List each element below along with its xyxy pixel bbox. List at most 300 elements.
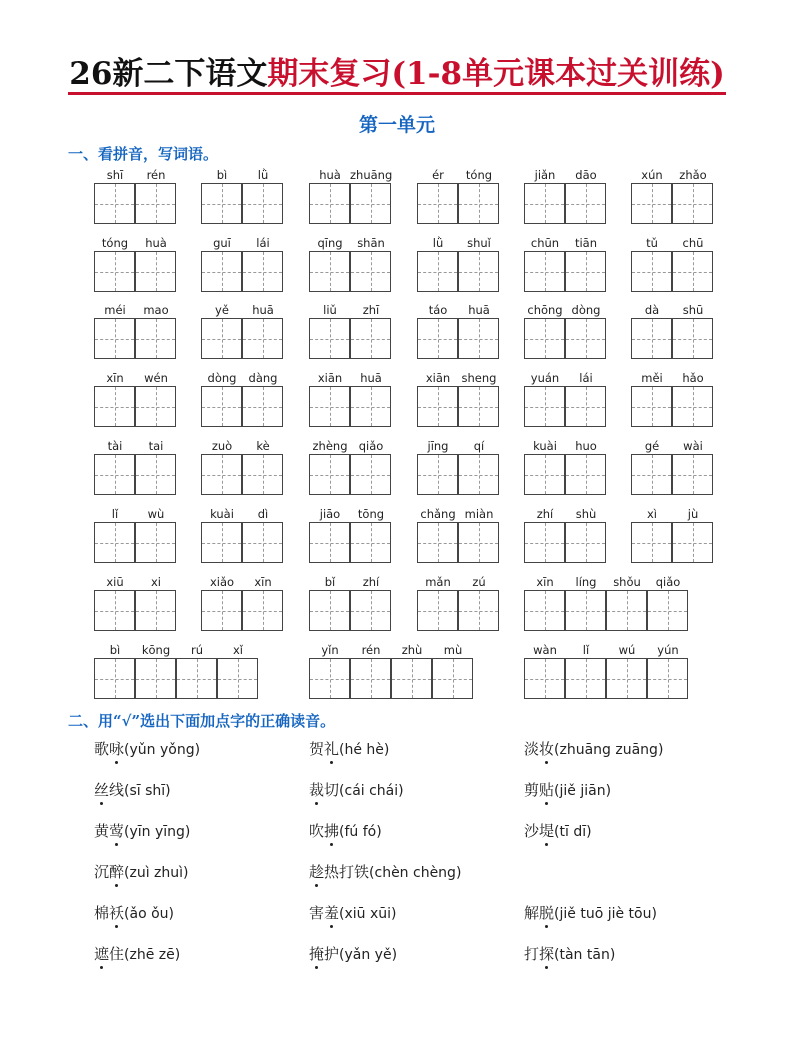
writing-box[interactable] (350, 522, 391, 563)
word-group (201, 507, 283, 564)
writing-box[interactable] (606, 658, 647, 699)
writing-box[interactable] (217, 658, 258, 699)
writing-box[interactable] (242, 590, 283, 631)
writing-box[interactable] (417, 318, 458, 359)
writing-box[interactable] (524, 590, 565, 631)
pinyin-label: jù (687, 507, 699, 521)
pinyin-label: mù (443, 643, 463, 657)
word-group (417, 439, 499, 496)
word-group (417, 168, 499, 225)
writing-box[interactable] (458, 386, 499, 427)
word-group (94, 575, 176, 632)
pinyin-label: chōng (527, 303, 563, 317)
writing-box[interactable] (309, 318, 350, 359)
pinyin-label: xǐ (232, 643, 243, 657)
pronunciation-item[interactable] (309, 820, 382, 841)
writing-box[interactable] (201, 386, 242, 427)
word-group (524, 439, 606, 496)
writing-box[interactable] (631, 251, 672, 292)
pinyin-label: wén (144, 371, 168, 385)
word-group (94, 507, 176, 564)
pronunciation-item[interactable] (524, 902, 657, 923)
pinyin-label: kè (256, 439, 270, 453)
pinyin-label: kuài (210, 507, 234, 521)
writing-box[interactable] (242, 522, 283, 563)
word-group (417, 575, 499, 632)
word-group (94, 168, 176, 225)
pinyin-label: tōng (357, 507, 385, 521)
pinyin-label: yuán (530, 371, 560, 385)
pinyin-label: jiǎn (534, 168, 556, 182)
word-group (201, 439, 283, 496)
dotted-character: 探 (539, 945, 555, 963)
pronunciation-item[interactable] (309, 943, 397, 964)
dotted-character: 丝 (94, 781, 110, 799)
writing-box[interactable] (350, 318, 391, 359)
pinyin-label: wù (147, 507, 165, 521)
pinyin-options: (jiě tuō jiè tōu) (554, 906, 657, 922)
writing-box[interactable] (309, 454, 350, 495)
writing-box[interactable] (565, 522, 606, 563)
writing-box[interactable] (672, 318, 713, 359)
pinyin-label: lǐ (111, 507, 119, 521)
writing-box[interactable] (417, 590, 458, 631)
writing-box[interactable] (94, 183, 135, 224)
writing-box[interactable] (565, 590, 606, 631)
writing-box[interactable] (309, 522, 350, 563)
pinyin-label: lǐ (582, 643, 590, 657)
section-2-heading: 二、用“√”选出下面加点字的正确读音。 (68, 712, 336, 730)
writing-box[interactable] (391, 658, 432, 699)
writing-box[interactable] (647, 658, 688, 699)
word-group (309, 303, 391, 360)
word-group (94, 371, 176, 428)
writing-box[interactable] (201, 590, 242, 631)
word-group (94, 643, 258, 700)
pinyin-label: dòng (207, 371, 237, 385)
writing-box[interactable] (524, 183, 565, 224)
pinyin-label: gé (644, 439, 660, 453)
writing-box[interactable] (565, 318, 606, 359)
pinyin-options: (hé hè) (339, 742, 390, 758)
word-group (94, 303, 176, 360)
writing-box[interactable] (458, 454, 499, 495)
writing-box[interactable] (94, 658, 135, 699)
writing-box[interactable] (242, 251, 283, 292)
title-black-part: 26新二下语文 (69, 56, 268, 92)
word-text: 打 (524, 945, 540, 963)
writing-box[interactable] (309, 386, 350, 427)
writing-box[interactable] (524, 658, 565, 699)
writing-box[interactable] (524, 386, 565, 427)
pinyin-label: huà (319, 168, 341, 182)
pronunciation-item[interactable] (94, 738, 200, 759)
pinyin-options: (ǎo ǒu) (124, 906, 174, 922)
pinyin-label: guī (213, 236, 231, 250)
writing-box[interactable] (524, 454, 565, 495)
title-red-part: 期末复习(1-8单元课本过关训练) (267, 56, 725, 92)
dotted-character: 礼 (324, 740, 340, 758)
word-group (417, 303, 499, 360)
writing-box[interactable] (606, 590, 647, 631)
writing-box[interactable] (565, 183, 606, 224)
word-text: 吹 (309, 822, 325, 840)
writing-box[interactable] (631, 386, 672, 427)
pinyin-label: yě (215, 303, 229, 317)
pinyin-label: xīn (254, 575, 272, 589)
pronunciation-item[interactable] (309, 902, 397, 923)
writing-box[interactable] (94, 318, 135, 359)
pinyin-label: táo (428, 303, 448, 317)
pinyin-label: xì (646, 507, 657, 521)
word-group (94, 439, 176, 496)
pinyin-label: tóng (465, 168, 493, 182)
dotted-character: 贴 (539, 781, 555, 799)
writing-box[interactable] (417, 251, 458, 292)
pinyin-options: (zhē zē) (124, 947, 181, 963)
pinyin-label: bǐ (324, 575, 336, 589)
word-text: 热打铁 (324, 863, 370, 881)
writing-box[interactable] (350, 590, 391, 631)
pinyin-options: (yǔn yǒng) (124, 742, 201, 758)
pinyin-options: (tàn tān) (554, 947, 616, 963)
pinyin-label: měi (641, 371, 663, 385)
writing-box[interactable] (94, 386, 135, 427)
writing-box[interactable] (309, 251, 350, 292)
writing-box[interactable] (458, 251, 499, 292)
pinyin-label: zhí (362, 575, 380, 589)
word-group (309, 575, 391, 632)
pinyin-label: chū (682, 236, 704, 250)
pinyin-label: xiān (425, 371, 451, 385)
word-text: 沉 (94, 863, 110, 881)
word-group (201, 236, 283, 293)
pinyin-label: chūn (530, 236, 560, 250)
pinyin-label: jīng (427, 439, 449, 453)
pinyin-label: qiǎo (655, 575, 681, 589)
pinyin-label: lǜ (257, 168, 269, 182)
pinyin-options: (fú fó) (339, 824, 382, 840)
writing-box[interactable] (135, 522, 176, 563)
writing-box[interactable] (417, 386, 458, 427)
pronunciation-item[interactable] (94, 820, 190, 841)
pronunciation-item[interactable] (524, 779, 611, 800)
pinyin-label: xún (641, 168, 663, 182)
pronunciation-item[interactable] (309, 779, 404, 800)
pinyin-label: shuǐ (467, 236, 491, 250)
pinyin-label: ér (432, 168, 444, 182)
pinyin-options: (sī shī) (124, 783, 171, 799)
dotted-character: 妆 (539, 740, 555, 758)
writing-box[interactable] (135, 590, 176, 631)
word-text: 剪 (524, 781, 540, 799)
pinyin-label: xiān (317, 371, 343, 385)
word-group (417, 236, 499, 293)
page-title (0, 48, 794, 93)
writing-box[interactable] (565, 454, 606, 495)
word-text: 护 (324, 945, 340, 963)
pinyin-label: lái (579, 371, 593, 385)
pinyin-label: shān (357, 236, 385, 250)
word-text: 黄 (94, 822, 110, 840)
dotted-character: 趁 (309, 863, 325, 881)
writing-box[interactable] (135, 183, 176, 224)
writing-box[interactable] (135, 318, 176, 359)
dotted-character: 羞 (324, 904, 340, 922)
writing-box[interactable] (201, 454, 242, 495)
word-group (524, 236, 606, 293)
writing-box[interactable] (631, 522, 672, 563)
writing-box[interactable] (672, 454, 713, 495)
word-text: 住 (109, 945, 125, 963)
writing-box[interactable] (242, 454, 283, 495)
unit-title: 第一单元 (358, 114, 435, 136)
word-group (524, 575, 688, 632)
writing-box[interactable] (242, 183, 283, 224)
word-group (524, 371, 606, 428)
pinyin-label: lái (256, 236, 270, 250)
writing-box[interactable] (631, 454, 672, 495)
pinyin-options: (yīn yīng) (124, 824, 191, 840)
pinyin-label: rú (190, 643, 204, 657)
word-text: 线 (109, 781, 125, 799)
pinyin-label: qiǎo (358, 439, 384, 453)
pinyin-label: shù (575, 507, 597, 521)
word-group (309, 507, 391, 564)
writing-box[interactable] (350, 386, 391, 427)
pinyin-options: (chèn chèng) (369, 865, 462, 881)
word-group (631, 168, 713, 225)
pronunciation-item[interactable] (309, 861, 461, 882)
pinyin-options: (cái chái) (339, 783, 404, 799)
pinyin-label: bì (216, 168, 228, 182)
pinyin-label: kōng (141, 643, 171, 657)
dotted-character: 咏 (109, 740, 125, 758)
pinyin-label: xīn (106, 371, 124, 385)
writing-box[interactable] (201, 522, 242, 563)
pinyin-label: tóng (101, 236, 129, 250)
writing-box[interactable] (524, 251, 565, 292)
writing-box[interactable] (458, 522, 499, 563)
pinyin-label: xi (150, 575, 161, 589)
pinyin-label: zú (472, 575, 486, 589)
pinyin-label: tài (107, 439, 123, 453)
writing-box[interactable] (135, 251, 176, 292)
pinyin-label: mǎn (425, 575, 451, 589)
section-1-heading: 一、看拼音，写词语。 (68, 145, 219, 163)
pinyin-options: (zuì zhuì) (124, 865, 189, 881)
writing-box[interactable] (458, 183, 499, 224)
word-text: 沙 (524, 822, 540, 840)
writing-box[interactable] (672, 251, 713, 292)
writing-box[interactable] (432, 658, 473, 699)
writing-box[interactable] (309, 183, 350, 224)
pronunciation-item[interactable] (524, 820, 592, 841)
pinyin-label: zhù (401, 643, 423, 657)
writing-box[interactable] (350, 658, 391, 699)
pinyin-label: jiāo (319, 507, 341, 521)
dotted-character: 堤 (539, 822, 555, 840)
pronunciation-item[interactable] (524, 943, 615, 964)
pinyin-label: zhī (362, 303, 380, 317)
dotted-character: 裁 (309, 781, 325, 799)
writing-box[interactable] (565, 386, 606, 427)
word-text: 淡 (524, 740, 540, 758)
pinyin-label: rén (361, 643, 381, 657)
pinyin-label: shǒu (613, 575, 641, 589)
word-group (631, 236, 713, 293)
pinyin-label: hǎo (682, 371, 704, 385)
pinyin-label: huā (360, 371, 382, 385)
pinyin-label: wàn (533, 643, 557, 657)
writing-box[interactable] (201, 183, 242, 224)
word-group (201, 575, 283, 632)
word-group (631, 439, 713, 496)
writing-box[interactable] (135, 386, 176, 427)
writing-box[interactable] (309, 590, 350, 631)
writing-box[interactable] (350, 251, 391, 292)
pinyin-label: huo (575, 439, 597, 453)
pronunciation-item[interactable] (309, 738, 389, 759)
pinyin-options: (jiě jiān) (554, 783, 612, 799)
word-text: 害 (309, 904, 325, 922)
pinyin-label: miàn (464, 507, 494, 521)
dotted-character: 拂 (324, 822, 340, 840)
pronunciation-item[interactable] (524, 738, 663, 759)
word-group (417, 507, 499, 564)
writing-box[interactable] (565, 251, 606, 292)
dotted-character: 遮 (94, 945, 110, 963)
pinyin-label: shū (682, 303, 704, 317)
pinyin-label: méi (104, 303, 126, 317)
pinyin-label: xīn (536, 575, 554, 589)
writing-box[interactable] (201, 251, 242, 292)
pronunciation-item[interactable] (94, 861, 189, 882)
pinyin-label: dāo (575, 168, 597, 182)
writing-box[interactable] (94, 522, 135, 563)
word-group (524, 507, 606, 564)
writing-box[interactable] (524, 318, 565, 359)
writing-box[interactable] (524, 522, 565, 563)
pinyin-label: huā (252, 303, 274, 317)
word-group (94, 236, 176, 293)
word-text: 贺 (309, 740, 325, 758)
writing-box[interactable] (242, 318, 283, 359)
word-text: 切 (324, 781, 340, 799)
pinyin-label: wú (618, 643, 636, 657)
writing-box[interactable] (201, 318, 242, 359)
word-text: 歌 (94, 740, 110, 758)
pinyin-label: zhǎo (679, 168, 707, 182)
word-group (201, 168, 283, 225)
word-group (309, 643, 473, 700)
writing-box[interactable] (309, 658, 350, 699)
pinyin-label: zhèng (312, 439, 348, 453)
writing-box[interactable] (350, 454, 391, 495)
pinyin-label: tiān (574, 236, 598, 250)
writing-box[interactable] (242, 386, 283, 427)
pinyin-label: líng (575, 575, 597, 589)
pinyin-label: dì (257, 507, 269, 521)
word-text: 棉 (94, 904, 110, 922)
pinyin-options: (zhuāng zuāng) (554, 742, 664, 758)
writing-box[interactable] (94, 251, 135, 292)
pinyin-options: (xiū xūi) (339, 906, 397, 922)
pinyin-label: xiǎo (209, 575, 235, 589)
word-group (631, 303, 713, 360)
writing-box[interactable] (176, 658, 217, 699)
pinyin-label: dà (644, 303, 660, 317)
writing-box[interactable] (458, 590, 499, 631)
title-underline (68, 92, 726, 95)
dotted-character: 醉 (109, 863, 125, 881)
word-group (524, 643, 688, 700)
pinyin-label: chǎng (420, 507, 456, 521)
word-group (309, 168, 391, 225)
word-group (631, 507, 713, 564)
writing-box[interactable] (458, 318, 499, 359)
writing-box[interactable] (672, 386, 713, 427)
writing-box[interactable] (672, 183, 713, 224)
word-group (309, 236, 391, 293)
word-group (417, 371, 499, 428)
word-group (631, 371, 713, 428)
pinyin-label: tǔ (646, 236, 658, 250)
writing-box[interactable] (631, 183, 672, 224)
pinyin-label: tai (148, 439, 164, 453)
pinyin-label: zuò (211, 439, 233, 453)
pinyin-label: sheng (461, 371, 497, 385)
pinyin-label: yún (657, 643, 679, 657)
word-text: 解 (524, 904, 540, 922)
pinyin-label: huā (468, 303, 490, 317)
pinyin-label: qí (473, 439, 485, 453)
writing-box[interactable] (135, 658, 176, 699)
pinyin-label: wài (683, 439, 703, 453)
word-group (524, 168, 606, 225)
pinyin-options: (yǎn yě) (339, 947, 398, 963)
word-group (524, 303, 606, 360)
pinyin-label: liǔ (323, 303, 337, 317)
pinyin-options: (tī dī) (554, 824, 592, 840)
pinyin-label: bì (109, 643, 121, 657)
writing-box[interactable] (631, 318, 672, 359)
writing-box[interactable] (135, 454, 176, 495)
writing-box[interactable] (350, 183, 391, 224)
dotted-character: 掩 (309, 945, 325, 963)
writing-box[interactable] (417, 454, 458, 495)
pinyin-label: mao (143, 303, 169, 317)
pinyin-label: rén (146, 168, 166, 182)
writing-box[interactable] (672, 522, 713, 563)
pinyin-label: dòng (571, 303, 601, 317)
writing-box[interactable] (417, 522, 458, 563)
pronunciation-item[interactable] (94, 943, 180, 964)
dotted-character: 莺 (109, 822, 125, 840)
pronunciation-item[interactable] (94, 902, 174, 923)
writing-box[interactable] (647, 590, 688, 631)
word-group (201, 303, 283, 360)
writing-box[interactable] (565, 658, 606, 699)
pronunciation-item[interactable] (94, 779, 171, 800)
dotted-character: 脱 (539, 904, 555, 922)
word-group (201, 371, 283, 428)
writing-box[interactable] (417, 183, 458, 224)
writing-box[interactable] (94, 590, 135, 631)
writing-box[interactable] (94, 454, 135, 495)
pinyin-label: lǜ (432, 236, 444, 250)
pinyin-label: xiū (106, 575, 124, 589)
